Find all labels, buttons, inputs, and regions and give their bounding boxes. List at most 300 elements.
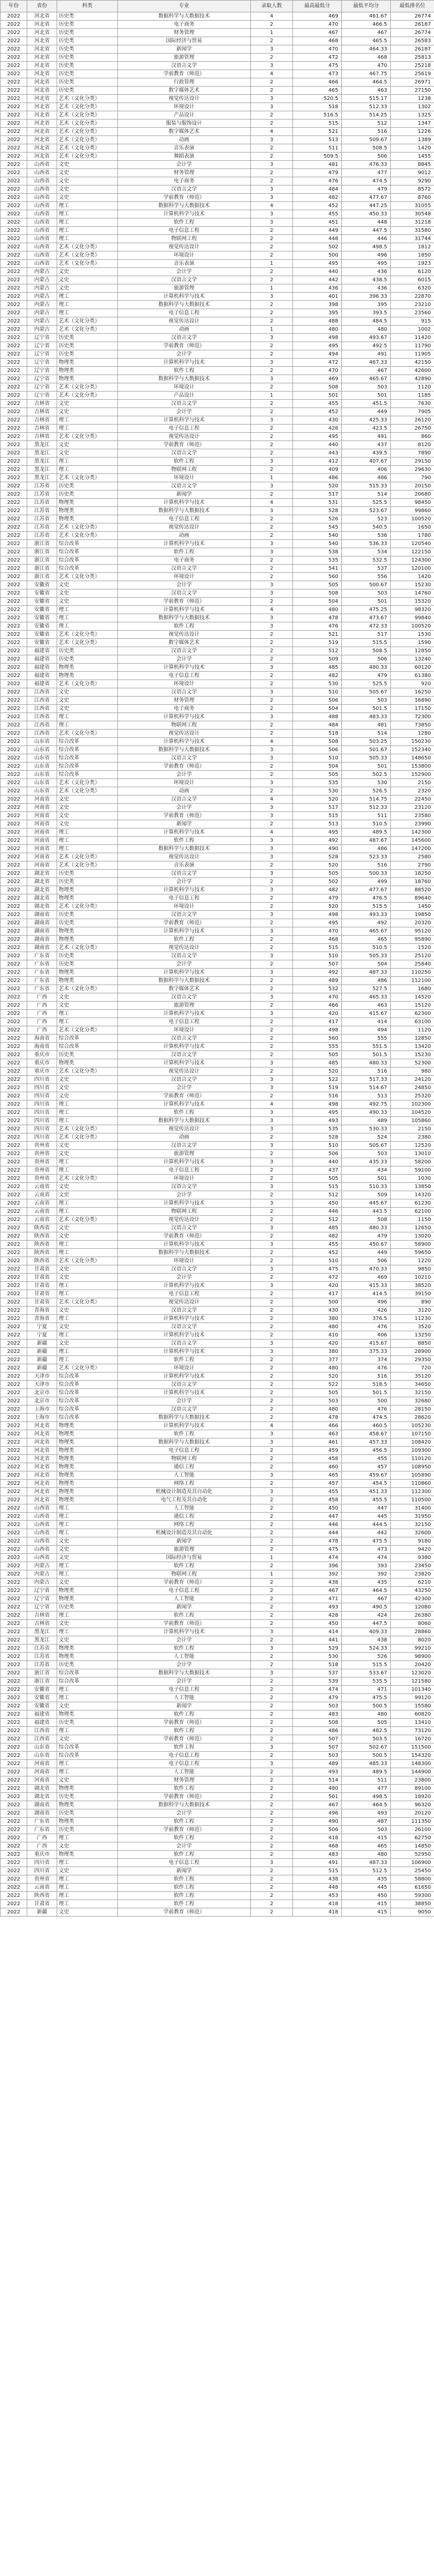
cell-year: 2022 (1, 1315, 27, 1323)
cell-lowest-rank: 108420 (391, 1438, 434, 1447)
cell-year: 2022 (1, 136, 27, 144)
cell-average-score: 467.33 (342, 359, 391, 367)
cell-major: 软件工程 (118, 1710, 251, 1719)
cell-lowest-rank: 26750 (391, 425, 434, 433)
table-row (1, 507, 434, 515)
cell-average-score: 487.67 (342, 837, 391, 845)
cell-year: 2022 (1, 779, 27, 787)
cell-year: 2022 (1, 1241, 27, 1249)
table-row (1, 70, 434, 78)
cell-highest-score: 515 (293, 1183, 342, 1191)
cell-province: 河北省 (27, 45, 57, 54)
cell-average-score: 450.33 (342, 210, 391, 218)
cell-lowest-rank: 1347 (391, 120, 434, 128)
cell-lowest-rank: 31055 (391, 202, 434, 210)
cell-year: 2022 (1, 1059, 27, 1067)
cell-lowest-rank: 920 (391, 680, 434, 688)
cell-highest-score: 474 (293, 1686, 342, 1694)
cell-lowest-rank: 29350 (391, 1356, 434, 1364)
cell-highest-score: 480 (293, 326, 342, 334)
cell-province: 福建省 (27, 680, 57, 688)
cell-year: 2022 (1, 1405, 27, 1414)
cell-average-score: 536 (342, 532, 391, 540)
cell-lowest-rank: 20420 (391, 1661, 434, 1669)
table-row (1, 37, 434, 45)
cell-admitted: 2 (251, 1834, 293, 1842)
cell-average-score: 465 (342, 936, 391, 944)
cell-highest-score: 418 (293, 1900, 342, 1908)
cell-year: 2022 (1, 589, 27, 598)
cell-admitted: 2 (251, 1480, 293, 1488)
cell-lowest-rank: 32680 (391, 1397, 434, 1405)
cell-major: 软件工程 (118, 936, 251, 944)
cell-lowest-rank: 8850 (391, 1340, 434, 1348)
cell-year: 2022 (1, 210, 27, 218)
cell-admitted: 3 (251, 375, 293, 383)
cell-admitted: 3 (251, 952, 293, 960)
cell-province: 新疆 (27, 1356, 57, 1364)
cell-admitted: 2 (251, 350, 293, 359)
cell-lowest-rank: 95120 (391, 927, 434, 936)
cell-lowest-rank: 24850 (391, 1084, 434, 1092)
cell-admitted: 3 (251, 1430, 293, 1438)
cell-lowest-rank: 10210 (391, 1274, 434, 1282)
cell-admitted: 2 (251, 1051, 293, 1059)
cell-major: 会计学 (118, 804, 251, 812)
cell-admitted: 3 (251, 1628, 293, 1636)
cell-average-score: 530 (342, 779, 391, 787)
cell-average-score: 472.33 (342, 622, 391, 631)
table-row (1, 565, 434, 573)
cell-year: 2022 (1, 647, 27, 655)
cell-major: 软件工程 (118, 1875, 251, 1884)
cell-major: 会计学 (118, 960, 251, 969)
cell-major: 数据科学与大数据技术 (118, 12, 251, 21)
cell-admitted: 2 (251, 235, 293, 243)
cell-category: 艺术（文化分类） (57, 317, 118, 326)
cell-year: 2022 (1, 457, 27, 466)
cell-major: 环境设计 (118, 1364, 251, 1372)
table-row (1, 87, 434, 95)
table-row (1, 1381, 434, 1389)
cell-highest-score: 500 (293, 1298, 342, 1307)
cell-major: 新闻学 (118, 1537, 251, 1546)
table-row (1, 1480, 434, 1488)
cell-province: 内蒙古 (27, 293, 57, 301)
cell-category: 理工 (57, 606, 118, 614)
table-row (1, 697, 434, 705)
cell-province: 湖南省 (27, 927, 57, 936)
cell-year: 2022 (1, 62, 27, 70)
cell-year: 2022 (1, 1290, 27, 1298)
cell-year: 2022 (1, 1249, 27, 1257)
table-row (1, 1216, 434, 1224)
cell-category: 综合改革 (57, 1677, 118, 1686)
cell-major: 电子商务 (118, 21, 251, 29)
cell-highest-score: 560 (293, 1035, 342, 1043)
cell-lowest-rank: 59100 (391, 1166, 434, 1175)
cell-lowest-rank: 31218 (391, 218, 434, 227)
cell-year: 2022 (1, 713, 27, 721)
cell-average-score: 503 (342, 1826, 391, 1834)
cell-major: 汉语言文学 (118, 1405, 251, 1414)
cell-major: 会计学 (118, 581, 251, 589)
table-row (1, 1735, 434, 1743)
cell-province: 云南省 (27, 1191, 57, 1199)
cell-province: 内蒙古 (27, 326, 57, 334)
table-row (1, 1636, 434, 1645)
cell-province: 甘肃省 (27, 1298, 57, 1307)
cell-highest-score: 452 (293, 408, 342, 416)
cell-category: 理工 (57, 293, 118, 301)
cell-highest-score: 471 (293, 1595, 342, 1603)
cell-admitted: 2 (251, 1166, 293, 1175)
cell-lowest-rank: 1650 (391, 523, 434, 532)
cell-highest-score: 492 (293, 837, 342, 845)
cell-admitted: 3 (251, 1348, 293, 1356)
cell-average-score: 464.33 (342, 45, 391, 54)
table-row (1, 1562, 434, 1570)
table-row (1, 1504, 434, 1513)
cell-admitted: 3 (251, 359, 293, 367)
cell-lowest-rank: 1590 (391, 639, 434, 647)
cell-admitted: 3 (251, 713, 293, 721)
cell-major: 学前教育（师范） (118, 1620, 251, 1628)
cell-admitted: 3 (251, 95, 293, 103)
cell-province: 辽宁省 (27, 375, 57, 383)
cell-province: 浙江省 (27, 1677, 57, 1686)
cell-category: 物理类 (57, 1710, 118, 1719)
cell-category: 历史类 (57, 870, 118, 878)
cell-category: 综合改革 (57, 1743, 118, 1752)
cell-lowest-rank: 1120 (391, 1026, 434, 1035)
cell-admitted: 3 (251, 507, 293, 515)
cell-major: 舞蹈表演 (118, 152, 251, 161)
cell-year: 2022 (1, 614, 27, 622)
cell-category: 理工 (57, 1628, 118, 1636)
cell-lowest-rank: 96320 (391, 1801, 434, 1809)
cell-lowest-rank: 12650 (391, 1224, 434, 1232)
cell-highest-score: 448 (293, 1884, 342, 1892)
cell-admitted: 2 (251, 565, 293, 573)
cell-major: 电子信息工程 (118, 1166, 251, 1175)
cell-category: 文史 (57, 169, 118, 177)
cell-admitted: 2 (251, 1257, 293, 1265)
cell-average-score: 536.33 (342, 540, 391, 548)
cell-major: 计算机科学与技术 (118, 210, 251, 218)
cell-admitted: 4 (251, 1100, 293, 1109)
cell-average-score: 491 (342, 433, 391, 441)
cell-year: 2022 (1, 1364, 27, 1372)
cell-admitted: 3 (251, 1224, 293, 1232)
cell-average-score: 477 (342, 169, 391, 177)
cell-major: 视觉传达设计 (118, 243, 251, 251)
table-row (1, 1117, 434, 1125)
table-row (1, 95, 434, 103)
cell-highest-score: 505 (293, 1051, 342, 1059)
table-row (1, 1521, 434, 1529)
table-row (1, 598, 434, 606)
cell-province: 福建省 (27, 1719, 57, 1727)
cell-year: 2022 (1, 573, 27, 581)
cell-highest-score: 539 (293, 1677, 342, 1686)
table-row (1, 1554, 434, 1562)
cell-year: 2022 (1, 1199, 27, 1208)
cell-lowest-rank: 6120 (391, 268, 434, 276)
table-row (1, 614, 434, 622)
table-row (1, 392, 434, 400)
cell-lowest-rank: 60820 (391, 1710, 434, 1719)
cell-major: 会计学 (118, 1084, 251, 1092)
cell-average-score: 515.17 (342, 95, 391, 103)
table-row (1, 350, 434, 359)
cell-category: 综合改革 (57, 556, 118, 565)
cell-province: 河北省 (27, 1496, 57, 1504)
cell-major: 软件工程 (118, 457, 251, 466)
cell-year: 2022 (1, 795, 27, 804)
cell-major: 汉语言文学 (118, 1323, 251, 1331)
cell-major: 学前教育（师范） (118, 812, 251, 820)
cell-year: 2022 (1, 1480, 27, 1488)
cell-category: 艺术（文化分类） (57, 985, 118, 993)
cell-lowest-rank: 23560 (391, 309, 434, 317)
cell-year: 2022 (1, 1100, 27, 1109)
cell-major: 汉语言文学 (118, 952, 251, 960)
cell-highest-score: 496 (293, 1809, 342, 1818)
cell-year: 2022 (1, 771, 27, 779)
cell-admitted: 2 (251, 268, 293, 276)
cell-highest-score: 508 (293, 589, 342, 598)
cell-year: 2022 (1, 441, 27, 449)
cell-year: 2022 (1, 342, 27, 350)
cell-average-score: 523.33 (342, 853, 391, 861)
cell-lowest-rank: 73120 (391, 1727, 434, 1735)
cell-highest-score: 453 (293, 1892, 342, 1900)
cell-lowest-rank: 2790 (391, 861, 434, 870)
cell-admitted: 1 (251, 1570, 293, 1579)
table-row (1, 762, 434, 771)
cell-province: 内蒙古 (27, 301, 57, 309)
cell-lowest-rank: 1238 (391, 95, 434, 103)
cell-admitted: 2 (251, 276, 293, 284)
cell-admitted: 1 (251, 474, 293, 482)
cell-category: 理工 (57, 1282, 118, 1290)
cell-category: 历史类 (57, 1051, 118, 1059)
table-row (1, 927, 434, 936)
cell-lowest-rank: 11420 (391, 334, 434, 342)
cell-category: 历史类 (57, 655, 118, 664)
cell-year: 2022 (1, 1298, 27, 1307)
cell-admitted: 2 (251, 1785, 293, 1793)
cell-highest-score: 448 (293, 235, 342, 243)
table-row (1, 1867, 434, 1875)
cell-major: 软件工程 (118, 1612, 251, 1620)
cell-admitted: 2 (251, 721, 293, 730)
cell-lowest-rank: 13250 (391, 1331, 434, 1340)
cell-lowest-rank: 32600 (391, 1529, 434, 1537)
cell-average-score: 501.5 (342, 1389, 391, 1397)
cell-average-score: 434 (342, 1166, 391, 1175)
cell-admitted: 2 (251, 697, 293, 705)
cell-category: 理工 (57, 1875, 118, 1884)
cell-lowest-rank: 105230 (391, 1422, 434, 1430)
cell-province: 河南省 (27, 837, 57, 845)
table-row (1, 194, 434, 202)
cell-highest-score: 503 (293, 1397, 342, 1405)
cell-province: 福建省 (27, 647, 57, 655)
cell-province: 吉林省 (27, 1612, 57, 1620)
cell-average-score: 473 (342, 1546, 391, 1554)
cell-lowest-rank: 7890 (391, 449, 434, 457)
table-row (1, 779, 434, 787)
cell-category: 文史 (57, 1537, 118, 1546)
cell-lowest-rank: 62300 (391, 1010, 434, 1018)
cell-admitted: 2 (251, 1818, 293, 1826)
table-row (1, 210, 434, 218)
cell-highest-score: 483 (293, 1851, 342, 1859)
cell-highest-score: 498 (293, 1100, 342, 1109)
cell-average-score: 512.33 (342, 103, 391, 111)
cell-major: 计算机科学与技术 (118, 927, 251, 936)
cell-admitted: 2 (251, 1694, 293, 1702)
table-row (1, 556, 434, 565)
cell-province: 山西省 (27, 251, 57, 260)
cell-average-score: 524.33 (342, 1645, 391, 1653)
cell-category: 文史 (57, 1620, 118, 1628)
cell-year: 2022 (1, 532, 27, 540)
cell-category: 理工 (57, 218, 118, 227)
cell-highest-score: 515 (293, 812, 342, 820)
table-row (1, 1612, 434, 1620)
table-row (1, 1307, 434, 1315)
cell-province: 江苏省 (27, 1661, 57, 1669)
cell-category: 理工 (57, 1158, 118, 1166)
cell-year: 2022 (1, 762, 27, 771)
cell-category: 文史 (57, 1554, 118, 1562)
cell-highest-score: 450 (293, 1199, 342, 1208)
cell-major: 电子商务 (118, 705, 251, 713)
cell-major: 电子信息工程 (118, 672, 251, 680)
cell-major: 数据科学与大数据技术 (118, 1438, 251, 1447)
cell-lowest-rank: 2380 (391, 1133, 434, 1142)
cell-admitted: 2 (251, 1381, 293, 1389)
cell-admitted: 3 (251, 194, 293, 202)
cell-category: 历史类 (57, 1661, 118, 1669)
cell-province: 江苏省 (27, 1653, 57, 1661)
cell-average-score: 447.5 (342, 1620, 391, 1628)
table-row (1, 1513, 434, 1521)
cell-admitted: 2 (251, 1537, 293, 1546)
column-header-category: 科类 (57, 1, 118, 12)
cell-average-score: 517 (342, 631, 391, 639)
cell-average-score: 493.33 (342, 911, 391, 919)
cell-admitted: 3 (251, 1076, 293, 1084)
cell-year: 2022 (1, 482, 27, 490)
cell-highest-score: 420 (293, 1282, 342, 1290)
cell-highest-score: 490 (293, 845, 342, 853)
cell-year: 2022 (1, 1595, 27, 1603)
cell-province: 陕西省 (27, 1241, 57, 1249)
cell-year: 2022 (1, 688, 27, 697)
cell-year: 2022 (1, 1554, 27, 1562)
cell-highest-score: 511 (293, 144, 342, 152)
cell-average-score: 532.5 (342, 556, 391, 565)
cell-average-score: 505.67 (342, 688, 391, 697)
cell-admitted: 2 (251, 705, 293, 713)
cell-year: 2022 (1, 1175, 27, 1183)
column-header-year: 年份 (1, 1, 27, 12)
cell-lowest-rank: 15230 (391, 1051, 434, 1059)
cell-highest-score: 478 (293, 614, 342, 622)
cell-province: 河北省 (27, 1488, 57, 1496)
cell-highest-score: 495 (293, 828, 342, 837)
table-row (1, 326, 434, 334)
cell-year: 2022 (1, 1274, 27, 1282)
cell-admitted: 2 (251, 1702, 293, 1710)
cell-province: 上海市 (27, 1405, 57, 1414)
cell-lowest-rank: 12850 (391, 647, 434, 655)
cell-lowest-rank: 1226 (391, 128, 434, 136)
cell-highest-score: 522 (293, 1381, 342, 1389)
cell-major: 动画 (118, 1133, 251, 1142)
cell-admitted: 2 (251, 1587, 293, 1595)
cell-province: 湖南省 (27, 944, 57, 952)
cell-average-score: 458.67 (342, 1430, 391, 1438)
cell-admitted: 2 (251, 1892, 293, 1900)
cell-category: 物理类 (57, 1438, 118, 1447)
cell-average-score: 535.5 (342, 1677, 391, 1686)
cell-province: 甘肃省 (27, 1282, 57, 1290)
cell-category: 历史类 (57, 70, 118, 78)
cell-lowest-rank: 9050 (391, 1908, 434, 1917)
cell-major: 数据科学与大数据技术 (118, 1669, 251, 1677)
cell-major: 汉语言文学 (118, 185, 251, 194)
cell-major: 汉语言文学 (118, 754, 251, 762)
cell-year: 2022 (1, 1645, 27, 1653)
cell-year: 2022 (1, 1908, 27, 1917)
cell-admitted: 3 (251, 62, 293, 70)
cell-year: 2022 (1, 1620, 27, 1628)
cell-category: 文史 (57, 581, 118, 589)
cell-category: 历史类 (57, 490, 118, 499)
cell-category: 艺术（文化分类） (57, 103, 118, 111)
cell-highest-score: 537 (293, 1669, 342, 1677)
cell-highest-score: 480 (293, 1364, 342, 1372)
cell-major: 汉语言文学 (118, 1051, 251, 1059)
cell-major: 视觉传达设计 (118, 730, 251, 738)
cell-average-score: 492 (342, 919, 391, 927)
cell-category: 综合改革 (57, 1669, 118, 1677)
cell-year: 2022 (1, 903, 27, 911)
cell-major: 学前教育（师范） (118, 598, 251, 606)
table-row (1, 1628, 434, 1636)
cell-highest-score: 440 (293, 1158, 342, 1166)
cell-year: 2022 (1, 870, 27, 878)
cell-highest-score: 510 (293, 1257, 342, 1265)
cell-major: 新闻学 (118, 490, 251, 499)
cell-lowest-rank: 121580 (391, 1677, 434, 1686)
table-row (1, 260, 434, 268)
cell-average-score: 450.67 (342, 1241, 391, 1249)
cell-province: 辽宁省 (27, 359, 57, 367)
cell-year: 2022 (1, 1389, 27, 1397)
cell-admitted: 2 (251, 1851, 293, 1859)
cell-highest-score: 518 (293, 1661, 342, 1669)
cell-province: 广西 (27, 993, 57, 1002)
cell-major: 新闻学 (118, 1603, 251, 1612)
cell-lowest-rank: 13850 (391, 1183, 434, 1191)
cell-category: 理工 (57, 1018, 118, 1026)
